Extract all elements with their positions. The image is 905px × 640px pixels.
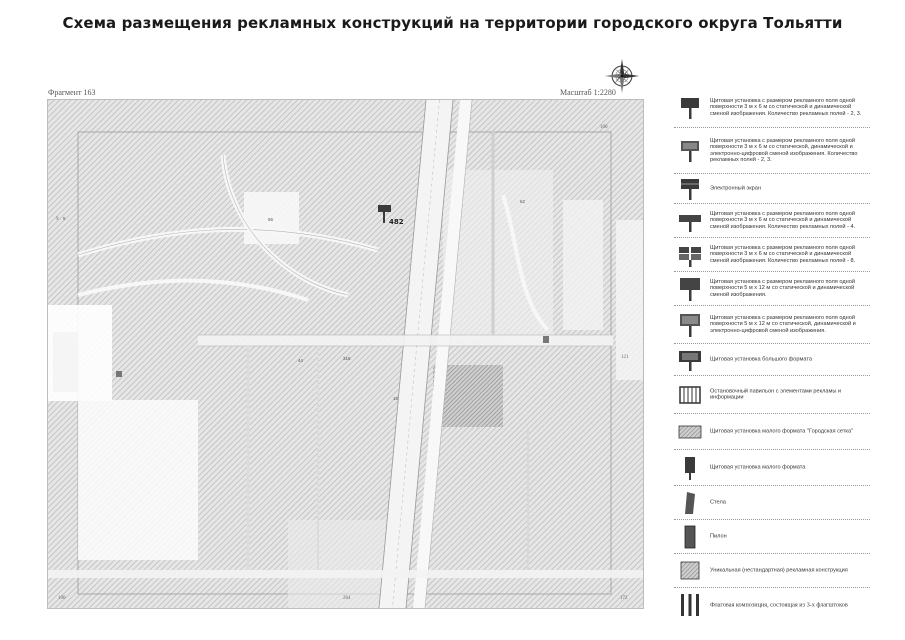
legend-item (674, 344, 870, 376)
edge-label: 121 (621, 355, 629, 360)
pylon-icon (678, 524, 702, 550)
legend-text: Стела (710, 499, 726, 506)
legend-text: Щитовая установка с размером рекламного поля одной поверхности 5 м х 12 м со статической, динамической и электронно-цифровой сменой изображения. (710, 314, 856, 334)
cross-street (48, 570, 643, 578)
legend-item (674, 450, 870, 486)
legend-item (674, 520, 870, 554)
edge-label: 9 (56, 217, 59, 222)
legend-item (674, 486, 870, 520)
legend-item (674, 376, 870, 414)
legend-text: Щитовая установка с размером рекламного поля одной поверхности 3 м х 6 м со статической, динамической и электронно-цифровой сменой изображения. Количество рекламных полей - 2, 3. (710, 137, 858, 164)
cross-street (198, 335, 613, 346)
billboard-8-fields-icon (678, 242, 702, 268)
parcel-label: 56 (268, 217, 274, 222)
marker-number: 482 (389, 218, 404, 226)
legend-text: Щитовая установка с размером рекламного поля одной поверхности 3 м х 6 м со статической и динамической сменой изображения. Количество рекламных полей - 2, 3. (710, 97, 862, 117)
edge-label: 100 (600, 125, 608, 130)
legend-item (674, 588, 870, 622)
legend-item (674, 88, 870, 128)
flag-composition-icon (678, 592, 702, 618)
legend-item (674, 554, 870, 588)
edge-label: 172 (620, 596, 628, 601)
unique-structure-icon (678, 558, 702, 584)
parcel-label: 44 (298, 358, 304, 363)
poi-icon (543, 336, 549, 343)
legend-text: Щитовая установка большого формата (710, 356, 812, 363)
stele-icon (678, 490, 702, 516)
legend-text: Электронный экран (710, 185, 761, 192)
parcel-label: 18 (393, 396, 399, 401)
legend-item (674, 306, 870, 344)
billboard-3x6-digital-icon (678, 138, 702, 164)
legend-text: Щитовая установка малого формата "Городская сетка" (710, 428, 854, 435)
legend-text: Уникальная (нестандартная) рекламная конструкция (710, 567, 848, 574)
parcel-label: 62 (520, 199, 526, 204)
legend-text: Щитовая установка с размером рекламного поля одной поверхности 3 м х 6 м со статической и динамической сменой изображения. Количество рекламных полей - 4. (710, 210, 856, 230)
fragment-label: Фрагмент 163 (48, 88, 96, 97)
small-format-icon (678, 455, 702, 481)
legend-text: Пилон (710, 533, 727, 540)
map-fragment[interactable] (47, 99, 644, 609)
legend-item (674, 272, 870, 306)
parcel-label: 318 (343, 356, 351, 361)
billboard-5x12-icon (678, 276, 702, 302)
billboard-3x6-icon (678, 95, 702, 121)
legend-item (674, 414, 870, 450)
building (288, 520, 388, 608)
legend-item (674, 174, 870, 204)
large-format-icon (678, 347, 702, 373)
pavilion-icon (678, 382, 702, 408)
legend-text: Щитовая установка с размером рекламного поля одной поверхности 3 м х 6 м со статической и динамической сменой изображения. Количество рекламных полей - 8. (710, 244, 856, 264)
building (563, 200, 603, 330)
electronic-screen-icon (678, 176, 702, 202)
legend (674, 88, 870, 622)
page-title: Схема размещения рекламных конструкций на территории городского округа Тольятти (62, 14, 843, 32)
scale-label: Масштаб 1:2280 (560, 88, 616, 97)
legend-text: Щитовая установка с размером рекламного поля одной поверхности 5 м х 12 м со статической и динамической сменой изображения. (710, 278, 855, 298)
poi-icon (116, 371, 122, 377)
legend-text: Флаговая композиция, состоящая из 3-х флагштоков (710, 601, 848, 609)
legend-item (674, 238, 870, 272)
parcel-label: 5 (63, 216, 66, 221)
edge-label: 100 (58, 596, 66, 601)
building (78, 400, 198, 560)
legend-item (674, 204, 870, 238)
city-grid-icon (678, 419, 702, 445)
billboard-4-fields-icon (678, 208, 702, 234)
billboard-5x12-digital-icon (678, 312, 702, 338)
legend-item (674, 128, 870, 174)
map-canvas (48, 100, 643, 608)
edge-label: 264 (343, 596, 351, 601)
building (53, 332, 78, 392)
legend-text: Щитовая установка малого формата (710, 464, 806, 471)
legend-text: Остановочный павильон с элементами рекламы и информации (710, 387, 842, 401)
